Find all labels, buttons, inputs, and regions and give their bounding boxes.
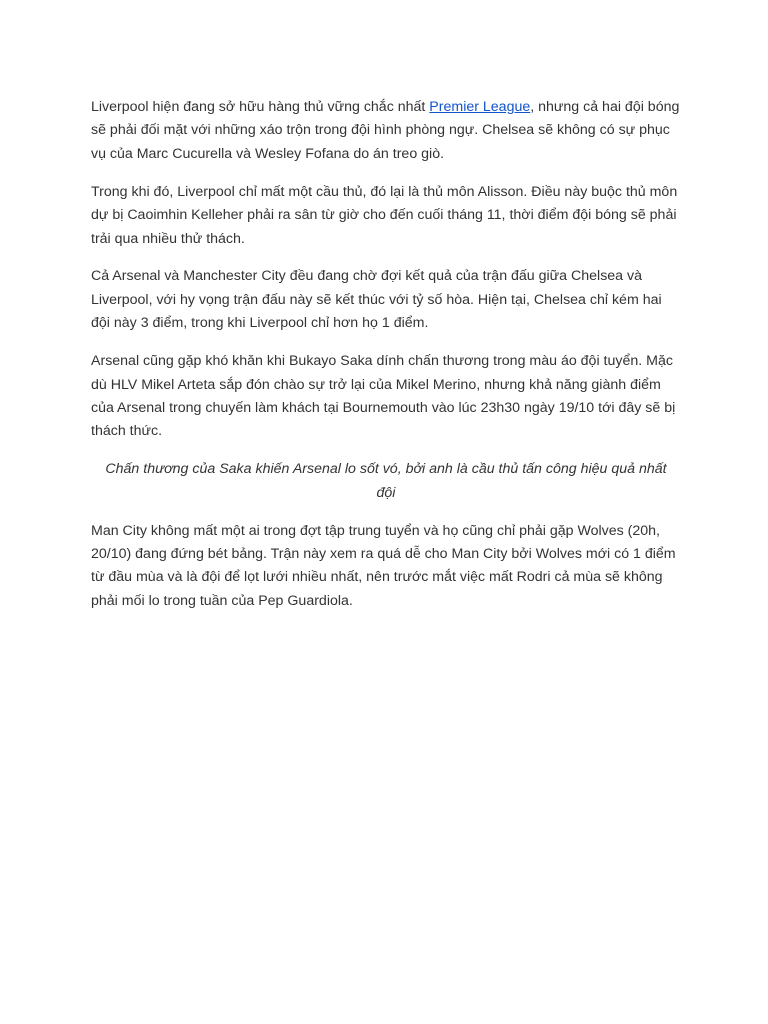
paragraph-1-after: , nhưng cả hai đội bóng sẽ phải đối mặt với những xáo trộn trong đội hình phòng ngự. Chelsea sẽ không có sự phục vụ của Marc Cucurella và Wesley Fofana do án treo giò. bbox=[91, 99, 680, 162]
image-caption: Chấn thương của Saka khiến Arsenal lo sốt vó, bởi anh là cầu thủ tấn công hiệu quả nhất đội bbox=[105, 461, 667, 501]
paragraph-3: Cả Arsenal và Manchester City đều đang chờ đợi kết quả của trận đấu giữa Chelsea và Liverpool, với hy vọng trận đấu này sẽ kết thúc với tỷ số hòa. Hiện tại, Chelsea chỉ kém hai đội này 3 điểm, trong khi Liverpool chỉ hơn họ 1 điểm. bbox=[91, 268, 662, 332]
paragraph-1-before: Liverpool hiện đang sở hữu hàng thủ vững chắc nhất bbox=[91, 99, 430, 115]
article-body bbox=[91, 96, 681, 628]
premier-league-link[interactable]: Premier League bbox=[429, 99, 531, 115]
paragraph-5: Man City không mất một ai trong đợt tập trung tuyển và họ cũng chỉ phải gặp Wolves (20h, 20/10) đang đứng bét bảng. Trận này xem ra quá dễ cho Man City bởi Wolves mới có 1 điểm từ đầu mùa và là đội để lọt lưới nhiều nhất, nên trước mắt việc mất Rodri cả mùa sẽ không phải mối lo trong tuần của Pep Guardiola. bbox=[91, 522, 676, 609]
paragraph-1 bbox=[91, 96, 681, 166]
paragraph-4: Arsenal cũng gặp khó khăn khi Bukayo Saka dính chấn thương trong màu áo đội tuyển. Mặc dù HLV Mikel Arteta sắp đón chào sự trở lại của Mikel Merino, nhưng khả năng giành điểm của Arsenal trong chuyến làm khách tại Bournemouth vào lúc 23h30 ngày 19/10 tới đây sẽ bị thách thức. bbox=[91, 353, 676, 440]
paragraph-2: Trong khi đó, Liverpool chỉ mất một cầu thủ, đó lại là thủ môn Alisson. Điều này buộc thủ môn dự bị Caoimhin Kelleher phải ra sân từ giờ cho đến cuối tháng 11, thời điểm đội bóng sẽ phải trải qua nhiều thử thách. bbox=[91, 183, 678, 247]
